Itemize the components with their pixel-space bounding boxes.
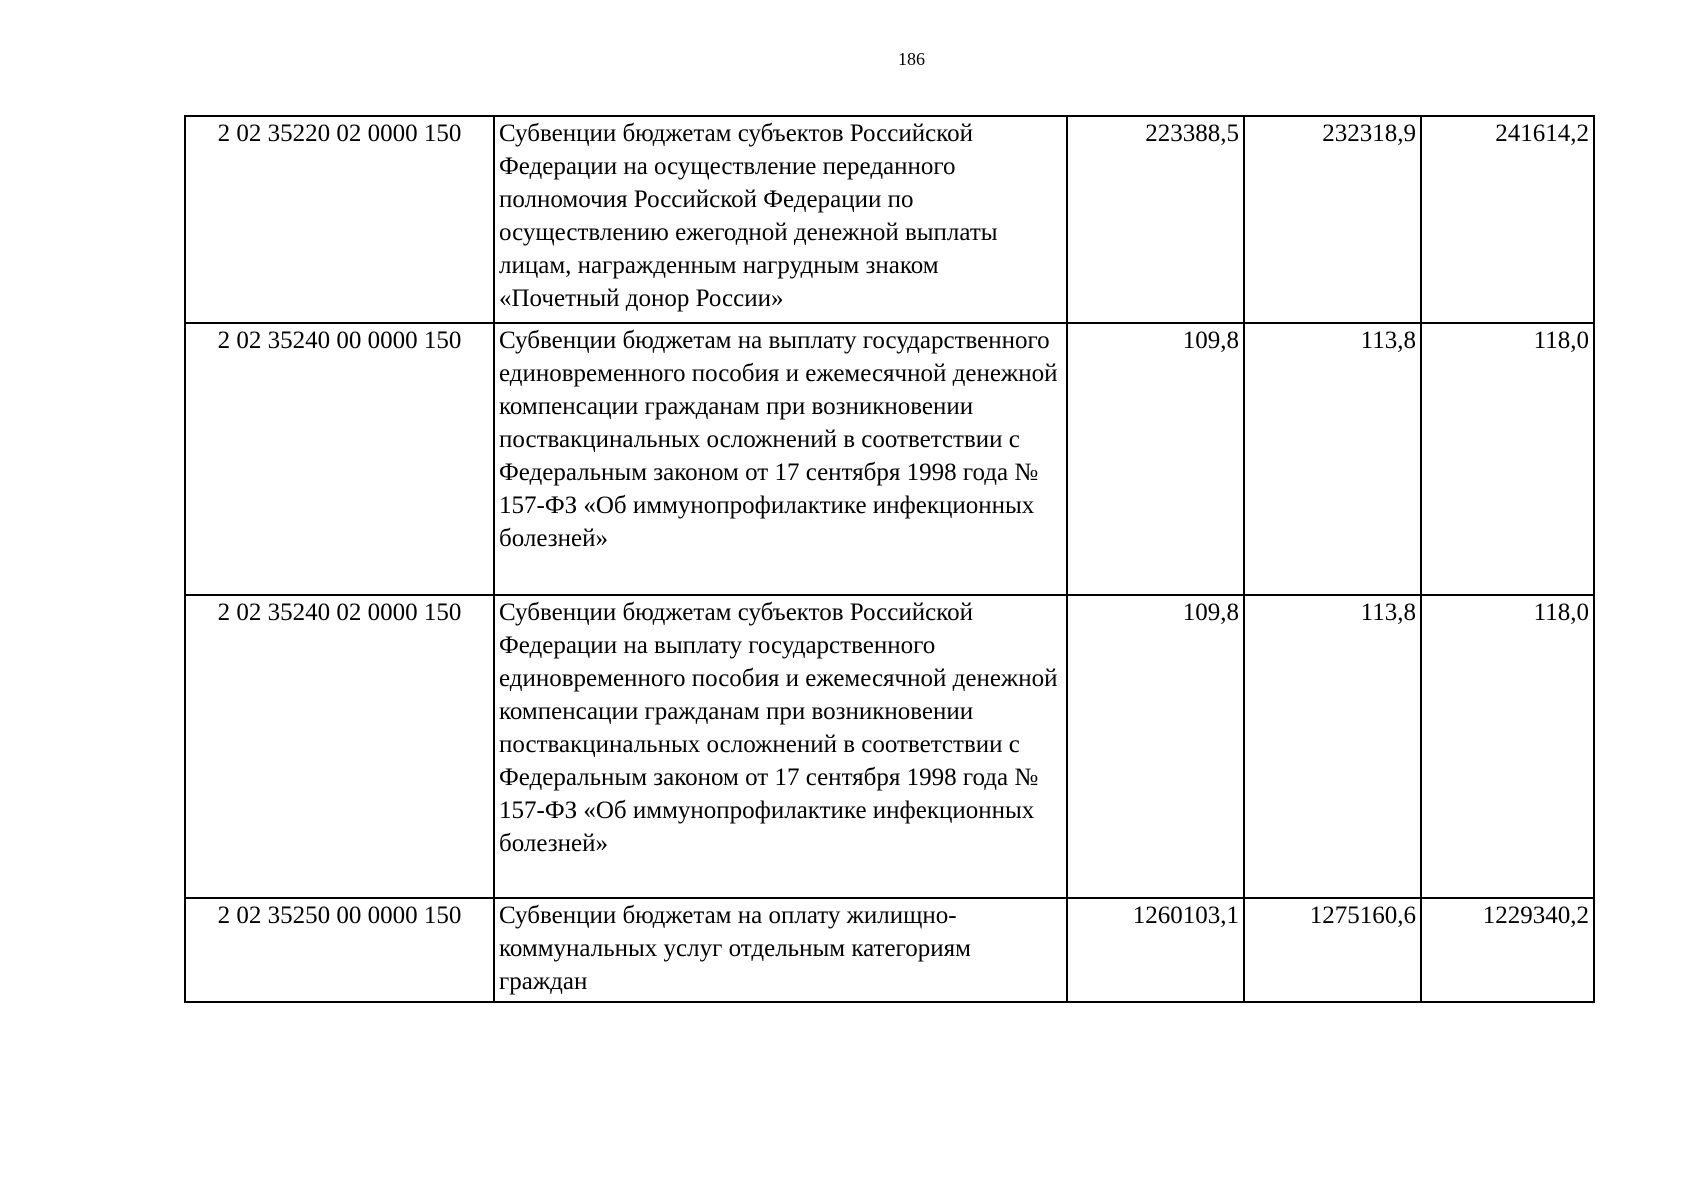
amount-cell-year-3: 1229340,2 — [1421, 898, 1594, 1002]
amount-cell-year-3: 118,0 — [1421, 595, 1594, 898]
amount-cell-year-1: 109,8 — [1067, 595, 1244, 898]
amount-cell-year-3: 118,0 — [1421, 323, 1594, 595]
table-row — [185, 116, 1594, 323]
amount-cell-year-1: 1260103,1 — [1067, 898, 1244, 1002]
description-cell: Субвенции бюджетам на оплату жилищно-коммунальных услуг отдельным категориям граждан — [494, 898, 1067, 1002]
amount-cell-year-2: 113,8 — [1244, 323, 1421, 595]
amount-cell-year-2: 1275160,6 — [1244, 898, 1421, 1002]
budget-table — [184, 115, 1595, 1003]
amount-cell-year-2: 232318,9 — [1244, 116, 1421, 323]
amount-cell-year-1: 223388,5 — [1067, 116, 1244, 323]
budget-code-cell: 2 02 35240 02 0000 150 — [185, 595, 494, 898]
budget-code-cell: 2 02 35220 02 0000 150 — [185, 116, 494, 323]
description-cell: Субвенции бюджетам субъектов Российской Федерации на выплату государственного единовременного пособия и ежемесячной денежной компенсации гражданам при возникновении поствакцинальных осложнений в соответствии с Федеральным законом от 17 сентября 1998 года № 157-ФЗ «Об иммунопрофилактике инфекционных болезней» — [494, 595, 1067, 898]
amount-cell-year-3: 241614,2 — [1421, 116, 1594, 323]
amount-cell-year-2: 113,8 — [1244, 595, 1421, 898]
description-cell: Субвенции бюджетам на выплату государственного единовременного пособия и ежемесячной денежной компенсации гражданам при возникновении поствакцинальных осложнений в соответствии с Федеральным законом от 17 сентября 1998 года № 157-ФЗ «Об иммунопрофилактике инфекционных болезней» — [494, 323, 1067, 595]
table-row — [185, 595, 1594, 898]
description-cell: Субвенции бюджетам субъектов Российской Федерации на осуществление переданного полномочия Российской Федерации по осуществлению ежегодной денежной выплаты лицам, награжденным нагрудным знаком «Почетный донор России» — [494, 116, 1067, 323]
budget-code-cell: 2 02 35250 00 0000 150 — [185, 898, 494, 1002]
budget-code-cell: 2 02 35240 00 0000 150 — [185, 323, 494, 595]
table-row — [185, 323, 1594, 595]
amount-cell-year-1: 109,8 — [1067, 323, 1244, 595]
table-row — [185, 898, 1594, 1002]
page-number: 186 — [898, 49, 925, 69]
